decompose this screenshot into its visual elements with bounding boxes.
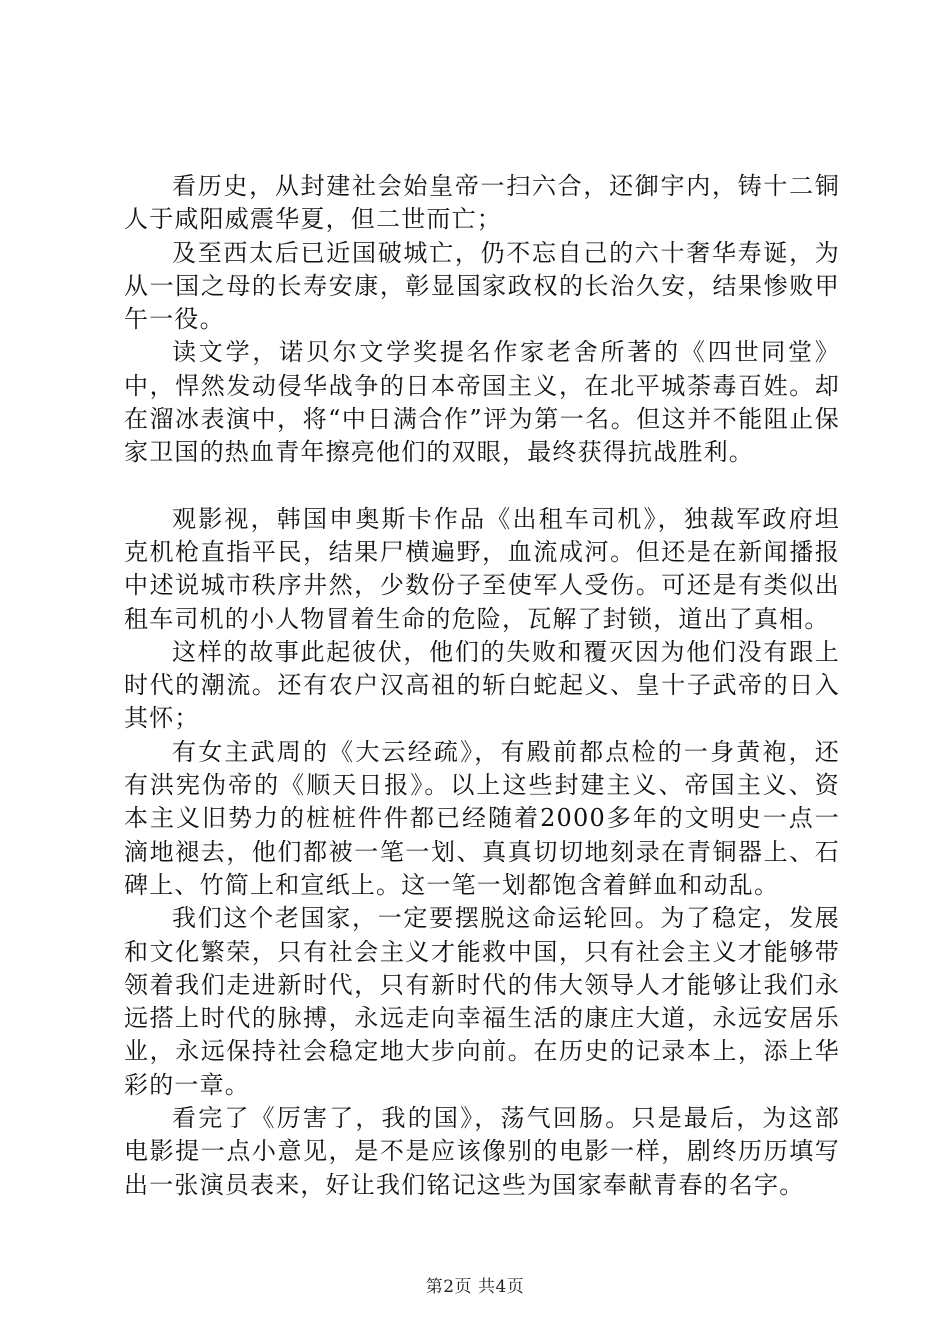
paragraph-conclusion: 看完了《厉害了，我的国》，荡气回肠。只是最后，为这部电影提一点小意见，是不是应该像别的电影一样，剧终历历填写出一张演员表来，好让我们铭记这些为国家奉献青春的名字。 xyxy=(124,1104,840,1199)
document-body xyxy=(124,170,840,1202)
paragraph-film: 观影视，韩国申奥斯卡作品《出租车司机》，独裁军政府坦克机枪直指平民，结果尸横遍野，血流成河。但还是在新闻播报中述说城市秩序井然，少数份子至使军人受伤。可还是有类似出租车司机的小人物冒着生命的危险，瓦解了封锁，道出了真相。 xyxy=(124,504,840,633)
paragraph-stories: 这样的故事此起彼伏，他们的失败和覆灭因为他们没有跟上时代的潮流。还有农户汉高祖的斩白蛇起义、皇十子武帝的日入其怀； xyxy=(124,637,840,733)
paragraph-socialism: 我们这个老国家，一定要摆脱这命运轮回。为了稳定，发展和文化繁荣，只有社会主义才能救中国，只有社会主义才能够带领着我们走进新时代，只有新时代的伟大领导人才能够让我们永远搭上时代的脉搏，永远走向幸福生活的康庄大道，永远安居乐业，永远保持社会稳定地大步向前。在历史的记录本上，添上华彩的一章。 xyxy=(124,904,840,1099)
paragraph-empress-dowager: 及至西太后已近国破城亡，仍不忘自己的六十奢华寿诞，为从一国之母的长寿安康，彰显国家政权的长治久安，结果惨败甲午一役。 xyxy=(124,238,840,334)
paragraph-old-forces: 有女主武周的《大云经疏》，有殿前都点检的一身黄袍，还有洪宪伪帝的《顺天日报》。以上这些封建主义、帝国主义、资本主义旧势力的桩桩件件都已经随着2000多年的文明史一点一滴地褪去，他们都被一笔一划、真真切切地刻录在青铜器上、石碑上、竹简上和宣纸上。这一笔一划都饱含着鲜血和动乱。 xyxy=(124,737,840,899)
page-number-footer: 第2页 共4页 xyxy=(425,1277,525,1297)
paragraph-history: 看历史，从封建社会始皇帝一扫六合，还御宇内，铸十二铜人于咸阳威震华夏，但二世而亡； xyxy=(124,172,840,234)
paragraph-literature: 读文学，诺贝尔文学奖提名作家老舍所著的《四世同堂》中，悍然发动侵华战争的日本帝国主义，在北平城荼毒百姓。却在溜冰表演中，将“中日满合作”评为第一名。但这并不能阻止保家卫国的热血青年擦亮他们的双眼，最终获得抗战胜利。 xyxy=(124,338,840,467)
